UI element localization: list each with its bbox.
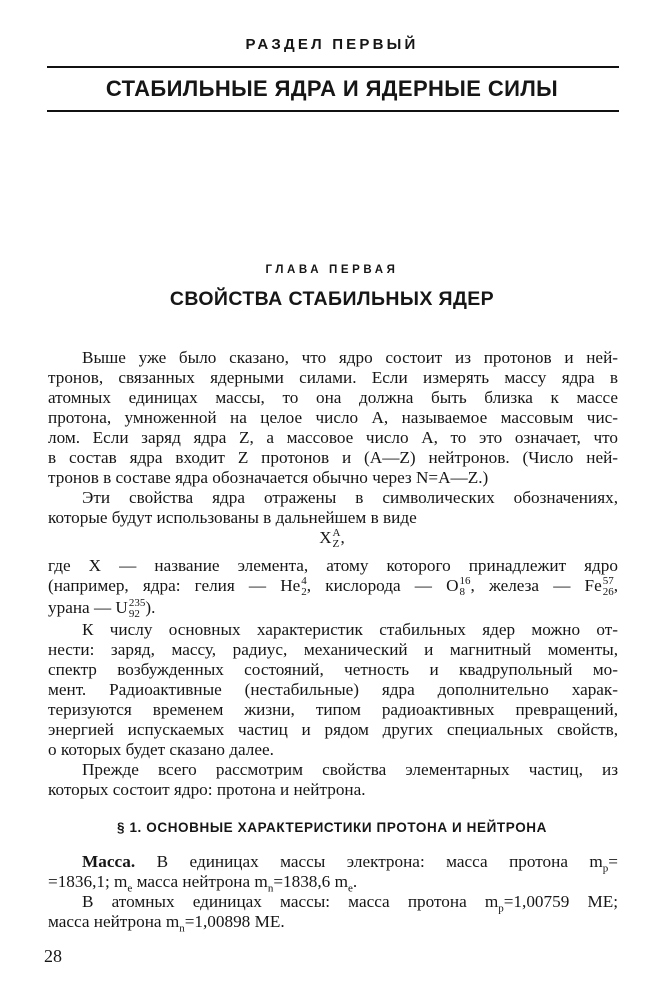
- para4-line: о которых будет сказано далее.: [48, 740, 274, 759]
- chapter-label: ГЛАВА ПЕРВАЯ: [265, 264, 399, 276]
- para1-line: лом. Если заряд ядра Z, а массовое число A, то это означает, что: [48, 428, 618, 447]
- para2-line: Эти свойства ядра отражены в символических обозначениях,: [82, 488, 618, 507]
- para4-line: мент. Радиоактивные (нестабильные) ядра дополнительно харак-: [48, 680, 618, 699]
- formula-trail: ,: [340, 528, 345, 547]
- top-rule: [47, 66, 619, 68]
- para2-line: которые будут использованы в дальнейшем в виде: [48, 508, 417, 527]
- para1-line: атомных единицах массы, то она должна быть близка к массе: [48, 388, 618, 407]
- para4-line: энергией испускаемых частиц и рядом других специальных свойств,: [48, 720, 618, 739]
- mass-label: Масса.: [82, 852, 136, 871]
- para4-line: К числу основных характеристик стабильных ядер можно от-: [82, 620, 618, 639]
- paragraph-heading: § 1. ОСНОВНЫЕ ХАРАКТЕРИСТИКИ ПРОТОНА И НЕЙТРОНА: [116, 820, 548, 835]
- section-title: СТАБИЛЬНЫЕ ЯДРА И ЯДЕРНЫЕ СИЛЫ: [105, 76, 559, 101]
- para1-line: Выше уже было сказано, что ядро состоит из протонов и ней-: [82, 348, 618, 367]
- formula: [0, 528, 664, 550]
- mass-line: В атомных единицах массы: масса протона $m_p=1,00759$ ME;: [82, 892, 619, 915]
- para5-line: Прежде всего рассмотрим свойства элементарных частиц, из: [82, 760, 618, 779]
- bottom-rule: [47, 110, 619, 112]
- mass-line: масса нейтрона $m_n=1,00898$ ME.: [48, 912, 285, 935]
- mass-line: =1836,1; $m_e$ масса нейтрона $m_n=1838,6$ $m_e$.: [48, 872, 358, 895]
- para1-line: тронов, связанных ядерными силами. Если измерять массу ядра в: [48, 368, 618, 387]
- para4-line: спектр возбужденных состояний, четность и квадрупольный мо-: [48, 660, 618, 679]
- formula-symbol: X: [319, 528, 332, 547]
- para1-line: тронов в составе ядра обозначается обычно через N=A—Z.): [48, 468, 489, 487]
- page-number: 28: [44, 946, 62, 966]
- mass-line: Масса. В единицах массы электрона: масса протона $m_p=$: [82, 852, 618, 875]
- para3-line: (например, ядра: гелия — He 4 2 , кислорода — O 16 8 , железа — Fe 57 26 ,: [48, 575, 619, 599]
- para4-line: нести: заряд, массу, радиус, механический и магнитный моменты,: [48, 640, 618, 659]
- section-label: РАЗДЕЛ ПЕРВЫЙ: [245, 36, 419, 53]
- para1-line: протона, умноженной на целое число A, называемое массовым чис-: [48, 408, 618, 427]
- para4-line: теризуются временем жизни, типом радиоактивных превращений,: [48, 700, 618, 719]
- chapter-title: СВОЙСТВА СТАБИЛЬНЫХ ЯДЕР: [169, 288, 495, 310]
- para1-line: в состав ядра входит Z протонов и (A—Z) нейтронов. (Число ней-: [48, 448, 618, 467]
- para3-line: где X — название элемента, атому которого принадлежит ядро: [48, 556, 618, 575]
- formula-sup: A: [332, 527, 341, 540]
- para3-line: урана — U 235 92 ).: [48, 597, 156, 621]
- formula-sub: Z: [332, 538, 340, 551]
- para5-line: которых состоит ядро: протона и нейтрона.: [48, 780, 366, 799]
